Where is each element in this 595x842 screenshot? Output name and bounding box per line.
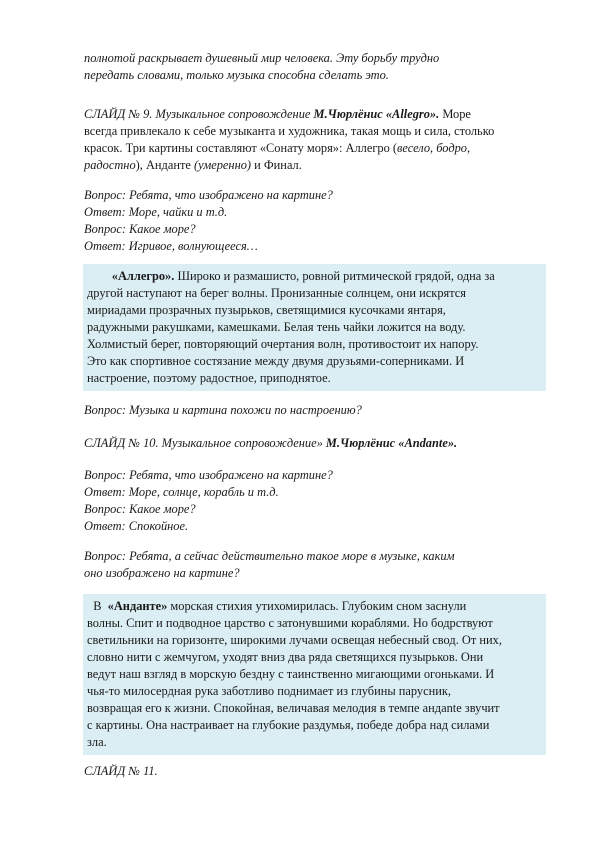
andante-line: зла. [87, 735, 107, 749]
answer: Ответ: Игривое, волнующееся… [84, 239, 258, 253]
qa-block-1 [84, 187, 544, 255]
allegro-title: «Аллегро». [111, 269, 175, 283]
slide-9-tempo: весело, бодро, [397, 141, 471, 155]
slide-9-text: красок. Три картины составляют «Сонату моря»: Аллегро ( [84, 141, 398, 155]
qa-block-2 [84, 467, 544, 535]
slide-9-text: и Финал. [251, 158, 302, 172]
slide-9-line: всегда привлекало к себе музыканта и художника, такая мощь и сила, столько [84, 124, 495, 138]
andante-title: «Анданте» [107, 599, 168, 613]
slide-9-tempo: радостно [84, 158, 136, 172]
allegro-line: настроение, поэтому радостное, приподнятое. [87, 371, 331, 385]
question: Вопрос: Ребята, что изображено на картине? [84, 188, 333, 202]
answer: Ответ: Море, чайки и т.д. [84, 205, 228, 219]
slide-11-heading [84, 763, 544, 780]
question-music [84, 548, 544, 582]
slide-10-piece: М.Чюрлёнис «Andante». [325, 436, 458, 450]
question-mood [84, 402, 544, 419]
andante-lead: В [87, 599, 108, 613]
slide-9-line [84, 140, 544, 157]
andante-line: с картины. Она настраивает на глубокие раздумья, победе добра над силами [87, 718, 490, 732]
intro-paragraph [84, 50, 544, 84]
andante-text: морская стихия утихомирилась. Глубоким сном заснули [167, 599, 467, 613]
andante-line: светильники на горизонте, широкими лучами освещая небесный свод. От них, [87, 633, 502, 647]
andante-line: возвращая его к жизни. Спокойная, величавая мелодия в темпе андante звучит [87, 701, 500, 715]
slide-9-piece: М.Чюрлёнис «Allegro». [313, 107, 440, 121]
allegro-line [87, 268, 542, 285]
andante-line: волны. Спит и подводное царство с затонувшими кораблями. Но бодрствуют [87, 616, 493, 630]
andante-line [87, 598, 542, 615]
allegro-line: мириадами прозрачных пузырьков, светящимися кусочками янтаря, [87, 303, 446, 317]
question-line: Вопрос: Ребята, а сейчас действительно такое море в музыке, каким [84, 549, 455, 563]
indent [87, 269, 112, 283]
slide-9-text: Море [439, 107, 471, 121]
slide-9-heading-line [84, 106, 544, 123]
andante-line: ведут наш взгляд в морскую бездну с таинственно мигающими огоньками. И [87, 667, 495, 681]
slide-9-paragraph [84, 106, 544, 174]
intro-line: полнотой раскрывает душевный мир человека. Эту борьбу трудно [84, 51, 440, 65]
slide-10-heading [84, 435, 544, 452]
slide-9-tempo: (умеренно) [194, 158, 252, 172]
allegro-line: другой наступают на берег волны. Пронизанные солнцем, они искрятся [87, 286, 466, 300]
allegro-text: Широко и размашисто, ровной ритмической грядой, одна за [174, 269, 495, 283]
answer: Ответ: Море, солнце, корабль и т.д. [84, 485, 279, 499]
question: Вопрос: Какое море? [84, 222, 196, 236]
slide-9-label: СЛАЙД № 9. Музыкальное сопровождение [84, 107, 314, 121]
question-line: оно изображено на картине? [84, 566, 240, 580]
question: Вопрос: Ребята, что изображено на картине? [84, 468, 333, 482]
slide-9-line [84, 157, 544, 174]
allegro-description-box [83, 264, 546, 391]
intro-line: передать словами, только музыка способна сделать это. [84, 68, 389, 82]
andante-line: словно нити с жемчугом, уходят вниз два ряда светящихся пузырьков. Они [87, 650, 484, 664]
allegro-line: Это как спортивное состязание между двумя друзьями-соперниками. И [87, 354, 465, 368]
andante-line: чья-то милосердная рука заботливо поднимает из глубины парусник, [87, 684, 452, 698]
allegro-line: радужными ракушками, камешками. Белая тень чайки ложится на воду. [87, 320, 466, 334]
slide-10-label: СЛАЙД № 10. Музыкальное сопровождение» [84, 436, 326, 450]
slide-10-heading-line [84, 435, 544, 452]
question: Вопрос: Какое море? [84, 502, 196, 516]
allegro-line: Холмистый берег, повторяющий очертания волн, противостоит их напору. [87, 337, 479, 351]
andante-description-box [83, 594, 546, 755]
question: Вопрос: Музыка и картина похожи по настроению? [84, 403, 362, 417]
answer: Ответ: Спокойное. [84, 519, 189, 533]
slide-11-label: СЛАЙД № 11. [84, 764, 158, 778]
slide-9-text: ), Анданте [135, 158, 195, 172]
